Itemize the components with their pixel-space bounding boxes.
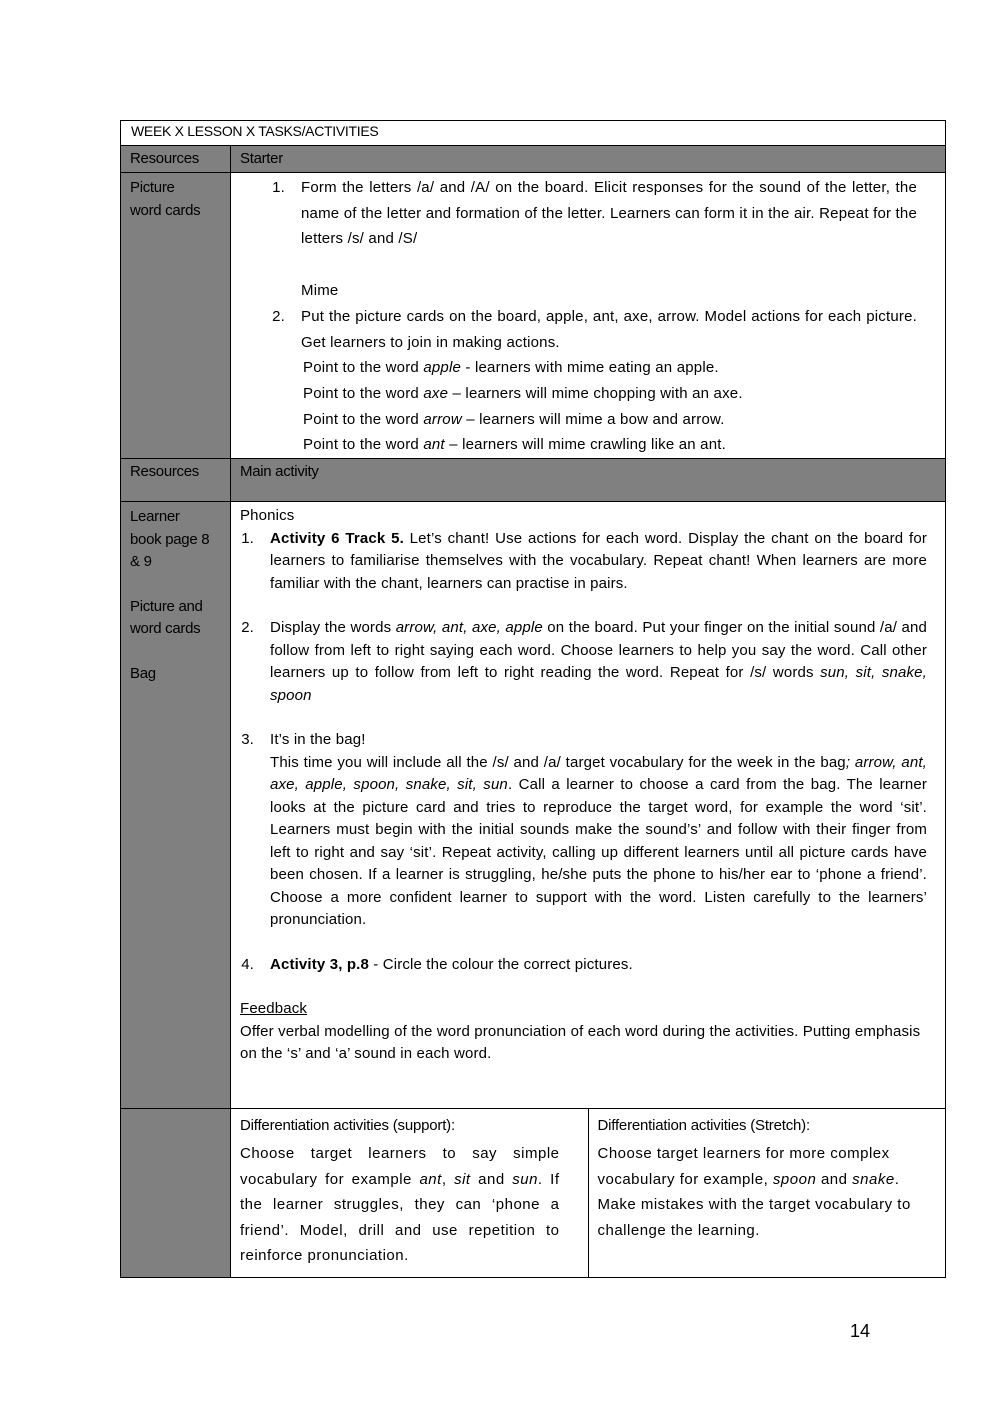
starter-resources	[121, 173, 231, 459]
differentiation-resources	[121, 1109, 231, 1278]
main-header-row	[121, 459, 946, 502]
point-line: Point to the word axe – learners will mime chopping with an axe.	[303, 384, 743, 402]
item-number: 4.	[241, 955, 254, 973]
differentiation-cell	[231, 1109, 946, 1278]
starter-list	[271, 175, 917, 252]
feedback-text: Offer verbal modelling of the word pronunciation of each word during the activities. Putting emphasis on the ‘s’ and ‘a’ sound in each word.	[240, 1022, 921, 1063]
point-line: Point to the word apple - learners with mime eating an apple.	[303, 359, 719, 377]
support-text: Choose target learners to say simple vocabulary for example ant, sit and sun. If the learner struggles, they can ‘phone a friend’. Model, drill and use repetition to reinforce pronunciation.	[240, 1145, 560, 1265]
starter-item-1	[271, 175, 917, 252]
starter-content	[231, 173, 946, 459]
resource-line: Picture	[130, 179, 175, 196]
item-text: Let’s chant! Use actions for each word. Display the chant on the board for learners to familiarise themselves with the vocabulary. Repeat chant! When learners are more familiar with the chant, learners can practise in pairs.	[270, 529, 928, 592]
stretch-column	[588, 1109, 945, 1277]
feedback-heading: Feedback	[240, 1000, 308, 1018]
differentiation-table	[231, 1109, 945, 1277]
main-item-2: 2. Display the words arrow, ant, axe, apple on the board. Put your finger on the initial sound /a/ and follow from left to right saying each word. Choose learners to help you say the word. Call other learners up to follow from left to right reading the word. Repeat for /s/ words sun, sit, snake, spoon	[241, 619, 927, 704]
page-number: 14	[850, 1321, 871, 1341]
starter-header-row	[121, 146, 946, 173]
starter-header: Starter	[231, 146, 946, 173]
resource-line: Bag	[130, 664, 156, 682]
item-number: 2.	[272, 307, 285, 325]
starter-list-2	[271, 304, 917, 355]
main-item-1	[240, 528, 927, 596]
differentiation-row	[121, 1109, 946, 1278]
main-activity-list	[240, 528, 927, 977]
resources-header: Resources	[121, 459, 231, 502]
item-title: It’s in the bag!	[270, 731, 366, 749]
item-number: 1.	[272, 179, 285, 196]
resource-line: & 9	[130, 553, 152, 571]
item-number: 1.	[241, 529, 254, 547]
point-line: Point to the word arrow – learners will mime a bow and arrow.	[303, 410, 725, 428]
resources-header: Resources	[121, 146, 231, 173]
phonics-heading: Phonics	[240, 507, 295, 525]
main-item-4	[240, 954, 927, 977]
resource-line: book page 8	[130, 530, 210, 548]
item-text: Form the letters /a/ and /A/ on the board. Elicit responses for the sound of the letter, the name of the letter and formation of the letter. Learners can form it in the air. Repeat for the letters /s/ and /S/	[301, 179, 917, 248]
starter-row	[121, 173, 946, 459]
stretch-text: Choose target learners for more complex vocabulary for example, spoon and snake. Make mistakes with the target vocabulary to challenge the learning.	[597, 1145, 911, 1239]
main-item-3: 3. It’s in the bag! This time you will include all the /s/ and /a/ target vocabulary for the week in the bag; arrow, ant, axe, apple, spoon, snake, sit, sun. Call a learner to choose a card from the bag. The learner looks at the picture card and tries to reproduce the target word, for example the word ‘sit’. Learners must begin with the initial sounds make the sound’s’ and follow with their finger from left to right and say ‘sit’. Repeat activity, calling up different learners until all picture cards have been chosen. If a learner is struggling, he/she puts the phone to his/her ear to ‘phone a friend’. Choose a more confident learner to support with the word. Listen carefully to the learners’ pronunciation.	[241, 731, 927, 929]
item-text: Put the picture cards on the board, apple, ant, axe, arrow. Model actions for each picture. Get learners to join in making actions.	[301, 307, 917, 351]
resource-line: Picture and	[130, 597, 203, 615]
main-row	[121, 502, 946, 1109]
starter-item-2	[271, 304, 917, 355]
resource-line: word cards	[130, 620, 201, 638]
table-title: WEEK X LESSON X TASKS/ACTIVITIES	[121, 121, 946, 146]
item-number: 2.	[241, 619, 254, 637]
main-activity-header: Main activity	[231, 459, 946, 502]
support-column	[231, 1109, 588, 1277]
item-text: - Circle the colour the correct pictures.	[368, 955, 633, 973]
item-bold: Activity 3, p.8	[270, 955, 369, 973]
resource-line: Learner	[130, 508, 180, 526]
item-bold: Activity 6 Track 5.	[270, 529, 404, 547]
lesson-plan-table	[120, 120, 946, 1278]
title-row	[121, 121, 946, 146]
mime-heading: Mime	[301, 282, 339, 300]
main-resources	[121, 502, 231, 1109]
item-number: 3.	[241, 731, 254, 749]
resource-line: word cards	[130, 201, 201, 219]
point-line: Point to the word ant – learners will mime crawling like an ant.	[303, 436, 726, 454]
main-content	[231, 502, 946, 1109]
stretch-heading: Differentiation activities (Stretch):	[597, 1117, 810, 1135]
support-heading: Differentiation activities (support):	[240, 1117, 455, 1135]
